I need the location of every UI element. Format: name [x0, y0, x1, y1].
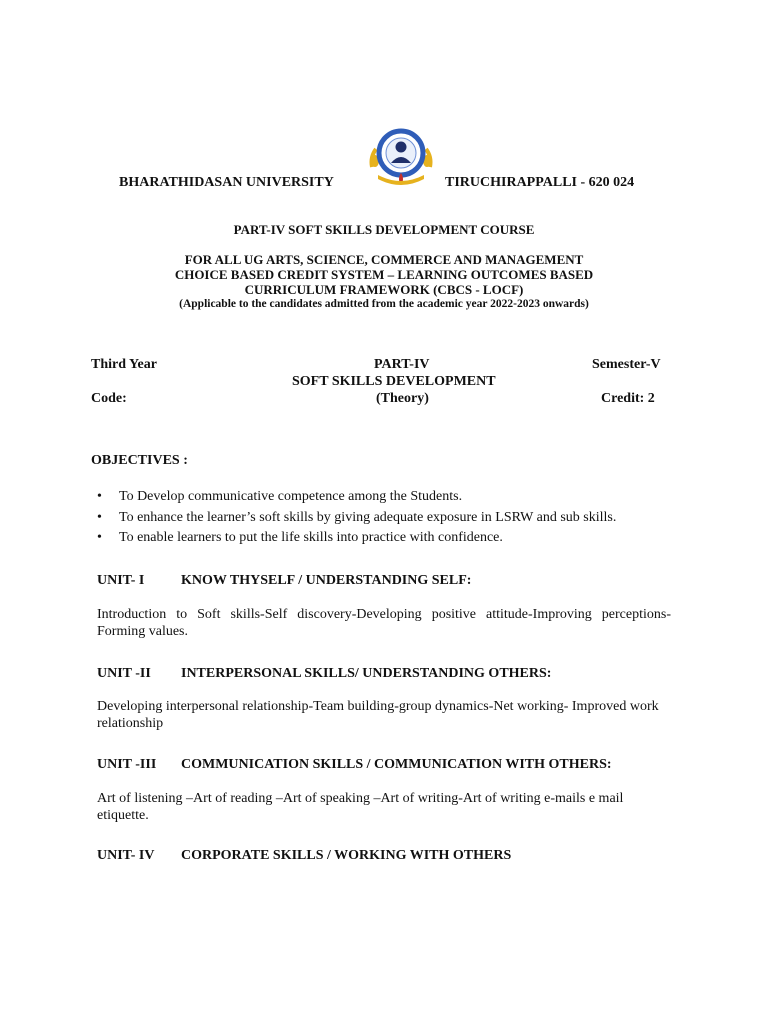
unit-2-body: Developing interpersonal relationship-Team building-group dynamics-Net working- Improved work relationship — [97, 699, 659, 731]
credit-label: Credit: 2 — [601, 391, 655, 406]
semester-label: Semester-V — [592, 357, 661, 372]
bullet-icon: • — [97, 530, 102, 545]
unit-1-body: Introduction to Soft skills-Self discovery-Developing positive attitude-Improving perceptions- Forming values. — [97, 607, 671, 639]
part-label: PART-IV — [374, 357, 430, 372]
bullet-icon: • — [97, 509, 102, 525]
title-line-2: CHOICE BASED CREDIT SYSTEM – LEARNING OUTCOMES BASED — [174, 267, 594, 282]
unit-3-body: Art of listening –Art of reading –Art of speaking –Art of writing-Art of writing e-mails e mail etiquette. — [97, 791, 624, 823]
unit-3-number: UNIT -III — [97, 757, 157, 772]
title-line-1: FOR ALL UG ARTS, SCIENCE, COMMERCE AND MANAGEMENT — [184, 252, 584, 267]
type-label: (Theory) — [376, 391, 429, 406]
subject-title: SOFT SKILLS DEVELOPMENT — [292, 374, 496, 389]
code-label: Code: — [91, 391, 127, 406]
objectives-heading: OBJECTIVES : — [91, 453, 188, 468]
list-item: • To enable learners to put the life skills into practice with confidence. — [95, 528, 616, 549]
unit-4-title: CORPORATE SKILLS / WORKING WITH OTHERS — [181, 848, 512, 863]
unit-3-title: COMMUNICATION SKILLS / COMMUNICATION WITH OTHERS: — [181, 757, 612, 772]
bullet-icon: • — [97, 489, 102, 504]
objectives-list — [95, 487, 616, 549]
university-name: BHARATHIDASAN UNIVERSITY — [119, 175, 334, 190]
list-item: • To enhance the learner’s soft skills by giving adequate exposure in LSRW and sub skills. — [95, 508, 616, 529]
unit-1-number: UNIT- I — [97, 573, 145, 588]
unit-1-title: KNOW THYSELF / UNDERSTANDING SELF: — [181, 573, 472, 588]
unit-2-number: UNIT -II — [97, 666, 151, 681]
course-title: PART-IV SOFT SKILLS DEVELOPMENT COURSE — [233, 222, 535, 237]
unit-2-title: INTERPERSONAL SKILLS/ UNDERSTANDING OTHERS: — [181, 666, 552, 681]
unit-4-number: UNIT- IV — [97, 848, 155, 863]
university-emblem-icon — [366, 127, 436, 189]
university-location: TIRUCHIRAPPALLI - 620 024 — [445, 175, 635, 190]
title-line-3: CURRICULUM FRAMEWORK (CBCS - LOCF) — [244, 282, 524, 297]
list-item: • To Develop communicative competence among the Students. — [95, 487, 616, 508]
year-label: Third Year — [91, 357, 157, 372]
applicable-note: (Applicable to the candidates admitted from the academic year 2022-2023 onwards) — [179, 298, 589, 310]
